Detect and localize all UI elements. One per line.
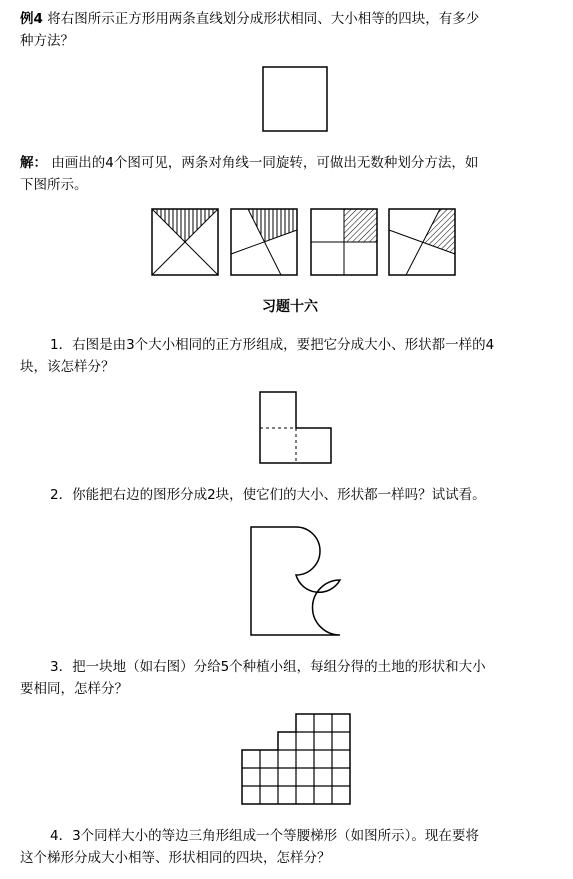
exercise-title: 习题十六 bbox=[262, 299, 318, 315]
question-2-line1: 2．你能把右边的图形分成2块，使它们的大小、形状都一样吗？试试看。 bbox=[50, 487, 486, 503]
example-square-figure bbox=[263, 67, 327, 131]
solution-label: 解： bbox=[20, 155, 47, 171]
question-1-line1: 1．右图是由3个大小相同的正方形组成，要把它分成大小、形状都一样的4 bbox=[50, 337, 495, 353]
solution-line2: 下图所示。 bbox=[20, 177, 88, 193]
question-3-line1: 3．把一块地（如右图）分给5个种植小组，每组分得的土地的形状和大小 bbox=[50, 659, 486, 675]
example-4-line1: 将右图所示正方形用两条直线划分成形状相同、大小相等的四块，有多少 bbox=[47, 11, 480, 27]
solution-figure-3 bbox=[311, 209, 377, 275]
question-4-line1: 4．3个同样大小的等边三角形组成一个等腰梯形（如图所示）。现在要将 bbox=[50, 828, 479, 844]
solution-figure-4 bbox=[389, 209, 455, 275]
example-4-line2: 种方法？ bbox=[20, 33, 74, 49]
question-3-line2: 要相同，怎样分？ bbox=[20, 681, 128, 697]
question-4-line2: 这个梯形分成大小相等、形状相同的四块，怎样分？ bbox=[20, 850, 331, 866]
question-1-l-shape-figure bbox=[260, 392, 331, 463]
solution-line1: 由画出的4个图可见，两条对角线一同旋转，可做出无数种划分方法，如 bbox=[51, 155, 479, 171]
example-4-label: 例4 bbox=[20, 11, 43, 27]
question-1-line2: 块，该怎样分？ bbox=[20, 359, 115, 375]
question-2-arc-shape-figure bbox=[251, 527, 340, 635]
solution-figure-2 bbox=[231, 209, 297, 275]
question-3-grid-figure bbox=[242, 714, 350, 804]
solution-figure-1 bbox=[152, 209, 218, 275]
